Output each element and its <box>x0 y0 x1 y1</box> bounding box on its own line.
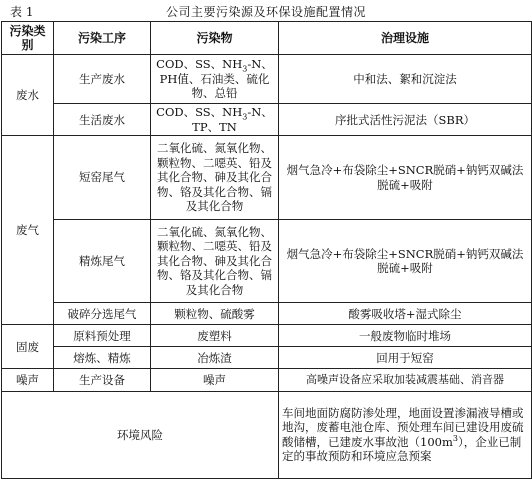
header-row <box>2 22 532 55</box>
table-row <box>2 391 532 478</box>
pollutant-noise: 噪声 <box>151 369 279 391</box>
treatment-smelting: 回用于短窑 <box>279 347 532 369</box>
process-domestic-wastewater: 生活废水 <box>54 104 151 136</box>
process-refining: 精炼尾气 <box>54 219 151 302</box>
header-process: 污染工序 <box>54 22 151 55</box>
treatment-short-kiln: 烟气急冷+布袋除尘+SNCR脱硝+钠钙双碱法脱硫+吸附 <box>279 136 532 219</box>
header-pollutant: 污染物 <box>151 22 279 55</box>
table-row <box>2 303 532 325</box>
category-wastewater: 废水 <box>2 55 54 136</box>
category-wastegas: 废气 <box>2 136 54 325</box>
table-row <box>2 219 532 302</box>
table-row <box>2 325 532 347</box>
environmental-risk-measures: 车间地面防腐防渗处理，地面设置渗漏液导槽或地沟，废蓄电池仓库、预处理车间已建设用废硫酸储槽，已建废水事故池$(100m^3)$，企业已制定的事故预防和环境应急预案 <box>279 391 532 478</box>
process-noise: 生产设备 <box>54 369 151 391</box>
pollutant-short-kiln: 二氧化硫、氮氧化物、颗粒物、二噁英、铅及其化合物、砷及其化合物、铬及其化合物、镉及其化合物 <box>151 136 279 219</box>
process-production-wastewater: 生产废水 <box>54 55 151 104</box>
pollutant-production-wastewater: COD、SS、$NH_3-N$、PH值、石油类、硫化物、总铅 <box>151 55 279 104</box>
table-row <box>2 55 532 104</box>
pollutant-crushing: 颗粒物、硫酸雾 <box>151 303 279 325</box>
pollutant-smelting: 冶炼渣 <box>151 347 279 369</box>
table-row <box>2 104 532 136</box>
treatment-noise: 高噪声设备应采取加装减震基础、消音器 <box>279 369 532 391</box>
treatment-refining: 烟气急冷+布袋除尘+SNCR脱硝+钠钙双碱法脱硫+吸附 <box>279 219 532 302</box>
header-category: 污染类别 <box>2 22 54 55</box>
table-title: 公司主要污染源及环保设施配置情况 <box>165 5 366 19</box>
table-label: 表 1 <box>10 5 34 19</box>
table-caption <box>0 2 532 20</box>
pollution-source-table <box>1 21 532 479</box>
table-row <box>2 347 532 369</box>
process-crushing: 破碎分选尾气 <box>54 303 151 325</box>
table-row <box>2 136 532 219</box>
pollutant-refining: 二氧化硫、氮氧化物、颗粒物、二噁英、铅及其化合物、砷及其化合物、铬及其化合物、镉及其化合物 <box>151 219 279 302</box>
table-row <box>2 369 532 391</box>
pollutant-pretreatment: 废塑料 <box>151 325 279 347</box>
environmental-risk-label: 环境风险 <box>2 391 279 478</box>
category-noise: 噪声 <box>2 369 54 391</box>
treatment-pretreatment: 一般废物临时堆场 <box>279 325 532 347</box>
treatment-domestic-wastewater: 序批式活性污泥法（SBR） <box>279 104 532 136</box>
header-treatment: 治理设施 <box>279 22 532 55</box>
process-smelting: 熔炼、精炼 <box>54 347 151 369</box>
process-pretreatment: 原料预处理 <box>54 325 151 347</box>
category-solidwaste: 固废 <box>2 325 54 369</box>
pollutant-domestic-wastewater: COD、SS、$NH_3-N$、TP、TN <box>151 104 279 136</box>
treatment-production-wastewater: 中和法、絮和沉淀法 <box>279 55 532 104</box>
process-short-kiln: 短窑尾气 <box>54 136 151 219</box>
treatment-crushing: 酸雾吸收塔+湿式除尘 <box>279 303 532 325</box>
